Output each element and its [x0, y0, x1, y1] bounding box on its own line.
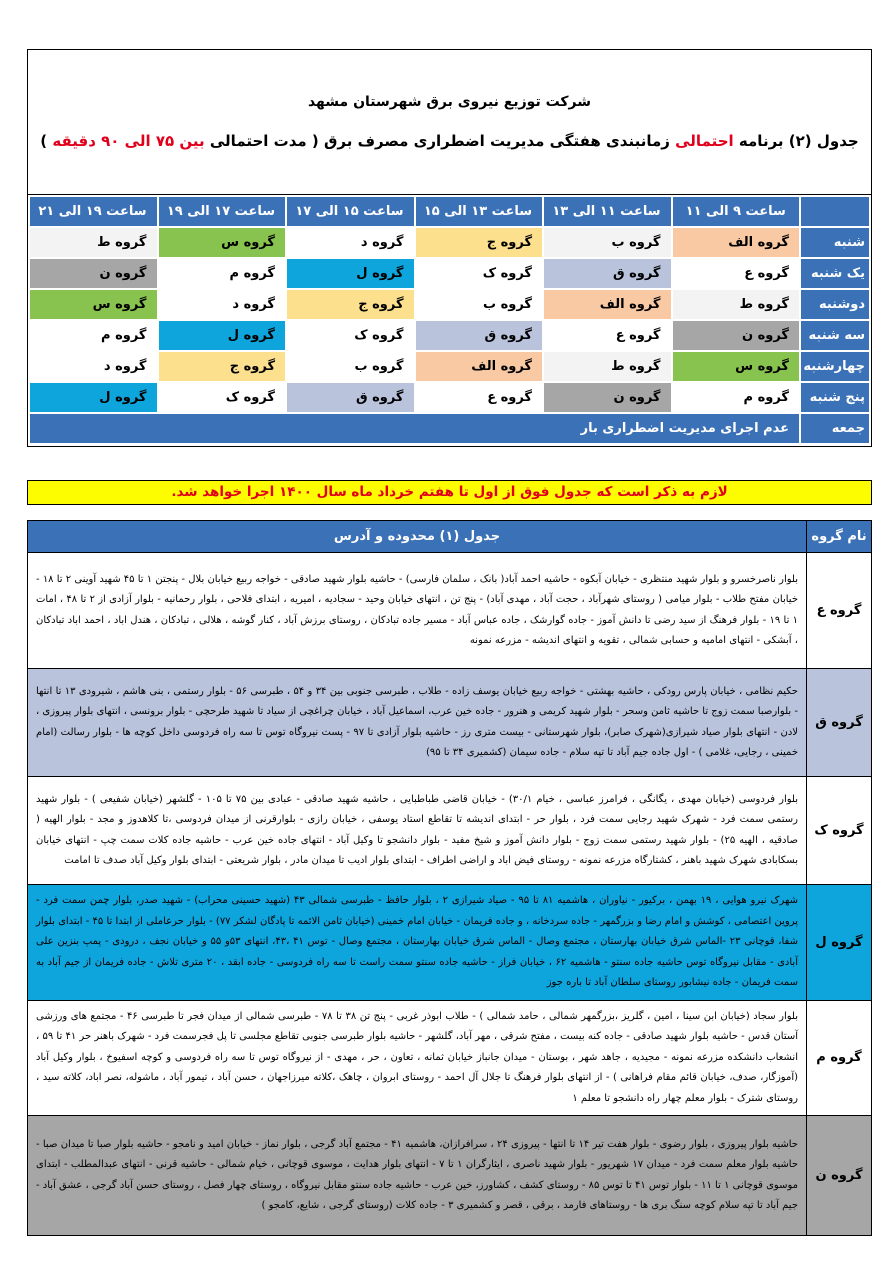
schedule-cell: گروه ک	[158, 382, 287, 413]
schedule-cell: گروه ع	[415, 382, 544, 413]
schedule-row	[29, 227, 870, 258]
friday-row	[29, 413, 870, 444]
time-slot-header: ساعت ۱۵ الی ۱۷	[286, 196, 415, 227]
notice-banner: لازم به ذکر است که جدول فوق از اول تا هفتم خرداد ماه سال ۱۴۰۰ اجرا خواهد شد.	[27, 480, 872, 505]
schedule-cell: گروه ک	[286, 320, 415, 351]
schedule-cell: گروه م	[672, 382, 801, 413]
group-name: گروه ع	[807, 553, 872, 669]
weekly-schedule-table	[27, 195, 872, 447]
title-part-3: )	[40, 132, 53, 150]
day-label: یک شنبه	[800, 258, 870, 289]
schedule-cell: گروه ب	[543, 227, 672, 258]
schedule-cell: گروه ج	[415, 227, 544, 258]
schedule-corner-cell	[800, 196, 870, 227]
day-label: شنبه	[800, 227, 870, 258]
schedule-cell: گروه ط	[29, 227, 158, 258]
schedule-row	[29, 382, 870, 413]
schedule-cell: گروه الف	[672, 227, 801, 258]
group-addresses: بلوار ناصرخسرو و بلوار شهید منتظری - خیابان آبکوه - حاشیه احمد آباد( بانک ، سلمان فارسی) - حاشیه بلوار شهید صادقی - خواجه ربیع خیابان بلال - پنجتن ۱ تا ۴۵ شهید آوینی ۲ تا ۱۸ - خیابان مفتح طلاب - بلوار میامی ( روستای شهرآباد ، حجت آباد ، مهدی آباد) - پنج تن ، انتهای خیابان وحید - سجادیه ، امیریه ، ابتدای فلاحی ، بلوار رحمانیه - بلوار آزادی از ۲ تا ۴۸ ، امات ۱ تا ۱۹ - بلوار فرهنگ از سید رضی تا دانش آموز - جاده گوارشک ، جاده عباس آباد - مسیر جاده تبادکان ، روستای برزش آباد ، کنار گوشه ، هلالی ، تبادکان ، هندل اباد ، احمد اباد تبادکان ، آبشکی - انتهای امامیه و حسابی شمالی ، تقویه و انتهای اندیشه - مزرعه نمونه	[28, 553, 807, 669]
company-name: شرکت توزیع نیروی برق شهرستان مشهد	[307, 94, 592, 110]
group-name: گروه ک	[807, 777, 872, 885]
title-duration: بین ۷۵ الی ۹۰ دقیقه	[52, 132, 205, 150]
group-name: گروه ق	[807, 669, 872, 777]
day-label: پنج شنبه	[800, 382, 870, 413]
schedule-cell: گروه م	[29, 320, 158, 351]
areas-header-row	[28, 521, 872, 553]
areas-title-header: جدول (۱) محدوده و آدرس	[28, 521, 807, 553]
schedule-cell: گروه ط	[543, 351, 672, 382]
time-slot-header: ساعت ۱۱ الی ۱۳	[543, 196, 672, 227]
title-probable: احتمالی	[675, 132, 734, 150]
time-slot-header: ساعت ۱۳ الی ۱۵	[415, 196, 544, 227]
schedule-cell: گروه ل	[158, 320, 287, 351]
day-label: سه شنبه	[800, 320, 870, 351]
group-name-header: نام گروه	[807, 521, 872, 553]
day-label: دوشنبه	[800, 289, 870, 320]
areas-table	[27, 520, 872, 1236]
schedule-cell: گروه د	[29, 351, 158, 382]
group-addresses: حکیم نظامی ، خیابان پارس رودکی ، حاشیه بهشتی - خواجه ربیع خیابان یوسف زاده - طلاب ، طبرسی جنوبی بین ۳۴ و ۵۴ ، طبرسی ۵۶ - بلوار رستمی ، بنی هاشم ، شیرودی ۱۳ تا انتها - بلوارصبا سمت زوج تا حاشیه ثامن وسحر - بلوار شهید کریمی و هنرور - جاده خین عرب، اسماعیل آباد ، خیابان چراغچی از سیاد تا شهید طرحچی - بلوار برونسی ، انتهای بلوار پیروزی ، لادن - انتهای بلوار صیاد شیرازی(شهرک صابر)، بلوار شهرستانی - بیست متری رز - حاشیه بلوار آزادی تا ۹۷ - پست نیروگاه توس تا سه راه فردوسی داخل کوچه ها - بلوار رسالت (امام خمینی ، رجایی، غلامی ) - اول جاده جیم آباد تا تپه سلام - جاده سیمان (کشمیری ۳۴ تا ۹۵)	[28, 669, 807, 777]
group-addresses: بلوار فردوسی (خیابان مهدی ، یگانگی ، فرامرز عباسی ، خیام ۳۰/۱) - خیابان قاضی طباطبایی ، حاشیه شهید صادقی - عبادی بین ۷۵ تا ۱۰۵ - گلشهر (خیابان شفیعی ) - بلوار شهید رستمی سمت فرد - شهرک شهید رجایی سمت فرد ، بلوار حر - ابتدای اندیشه تا تقاطع استاد یوسفی ، خیابان رازی - بلوارقرنی از میدان فردوسی ،تا کلاهدوز و مجد - بلوار الهیه ( صادقیه ، الهیه ۲۵) - بلوار شهید رستمی سمت زوج - بلوار دانش آموز و شیخ مفید - بلوار دانشجو تا وکیل آباد - انتهای جاده خین عرب - حاشیه جاده کلات سمت چپ - انتهای خیابان بسکابادی شهرک شهید باهنر ، کشتارگاه مزرعه نمونه - روستای فیض اباد و اراضی اطراف - ابتدای بلوار ادیب تا میدان مادر ، بلوار شریعتی - ابتدای بلوار وکیل آباد صدف تا امامت	[28, 777, 807, 885]
schedule-cell: گروه س	[672, 351, 801, 382]
time-slot-header: ساعت ۱۷ الی ۱۹	[158, 196, 287, 227]
schedule-row	[29, 289, 870, 320]
schedule-row	[29, 320, 870, 351]
schedule-cell: گروه ب	[286, 351, 415, 382]
group-addresses: شهرک نیرو هوایی ، ۱۹ بهمن ، برکیور - نیاوران ، هاشمیه ۸۱ تا ۹۵ - صیاد شیرازی ۲ ، بلوار حافظ - طبرسی شمالی ۴۳ (شهید حسینی محراب) - شهید صدر، بلوار چمن سمت فرد - پروین اعتصامی ، کوشش و امام رضا و بزرگمهر - جاده سردخانه ، و جاده فریمان - خیابان امام خمینی (خیابان ثامن الائمه تا پادگان لشکر ۷۷) - بلوار حرعاملی از ابتدا تا ۴۵ - ابتدای بلوار شفا، قوچانی ۲۳ -الماس شرق خیابان بهارستان ، مجتمع وصال - الماس شرق خیابان بهارستان ، مجتمع وصال - توس ۴۱ ،۴۳، انتهای ۵۳و ۵۵ و خیابان نجف ، درودی - پمپ بنزین علی آبادی - مقابل نیروگاه توس حاشیه جاده سنتو - هاشمیه ۶۲ ، خیابان فراز - حاشیه جاده سنتو سمت راست تا سه راه فردوسی - جاده ابقد ، ۲۰ متری تلاش - جاده فریمان از جیم آباد به سمت فریمان - جاده نیشابور روستای سلطان آباد تا باره جوز	[28, 885, 807, 1001]
schedule-cell: گروه ن	[672, 320, 801, 351]
group-row	[28, 1000, 872, 1116]
group-name: گروه ن	[807, 1116, 872, 1236]
time-slot-header: ساعت ۱۹ الی ۲۱	[29, 196, 158, 227]
schedule-cell: گروه س	[158, 227, 287, 258]
schedule-cell: گروه ق	[543, 258, 672, 289]
document-header	[27, 49, 872, 195]
schedule-cell: گروه د	[158, 289, 287, 320]
schedule-cell: گروه ط	[672, 289, 801, 320]
schedule-cell: گروه ع	[672, 258, 801, 289]
schedule-cell: گروه ق	[415, 320, 544, 351]
schedule-cell: گروه م	[158, 258, 287, 289]
schedule-cell: گروه ل	[286, 258, 415, 289]
schedule-cell: گروه الف	[543, 289, 672, 320]
schedule-cell: گروه ج	[286, 289, 415, 320]
schedule-cell: گروه س	[29, 289, 158, 320]
friday-note: عدم اجرای مدیریت اضطراری بار	[29, 413, 800, 444]
group-row	[28, 669, 872, 777]
day-label: جمعه	[800, 413, 870, 444]
schedule-cell: گروه ق	[286, 382, 415, 413]
group-name: گروه م	[807, 1000, 872, 1116]
schedule-cell: گروه ج	[158, 351, 287, 382]
schedule-cell: گروه ک	[415, 258, 544, 289]
schedule-cell: گروه ن	[543, 382, 672, 413]
time-slot-header: ساعت ۹ الی ۱۱	[672, 196, 801, 227]
title-part-2: زمانبندی هفتگی مدیریت اضطراری مصرف برق ( مدت احتمالی	[204, 132, 676, 150]
schedule-row	[29, 258, 870, 289]
group-row	[28, 885, 872, 1001]
schedule-cell: گروه د	[286, 227, 415, 258]
table-title	[28, 132, 871, 150]
title-part-1: جدول (۲) برنامه	[733, 132, 859, 150]
day-label: چهارشنبه	[800, 351, 870, 382]
schedule-row	[29, 351, 870, 382]
schedule-cell: گروه ن	[29, 258, 158, 289]
group-addresses: بلوار سجاد (خیابان ابن سینا ، امین ، گلریز ،بزرگمهر شمالی ، حامد شمالی ) - طلاب ابوذر غربی - پنج تن ۳۸ تا ۷۸ - طبرسی شمالی از میدان فجر تا طبرسی ۴۶ - مجتمع های ورزشی آستان قدس - حاشیه بلوار شهید صادقی - جاده کنه بیست ، مفتح شرقی ، مهر آباد، گلشهر - حاشیه بلوار طبرسی جنوبی تقاطع مجلسی تا پل فجرسمت فرد - شهرک باهنر حر ۴۱ تا ۵۹ ، انشعاب دانشکده مزرعه نمونه - مجیدیه ، جاهد شهر ، بوستان - میدان جانباز خیابان ثمانه ، تعاون ، حر ، مهدی - از نیروگاه توس تا سه راه فردوسی و کوچه اسفیوخ ، بلوار وکیل آباد (آموزگار، صدف، خیابان قائم مقام فراهانی ) - از انتهای بلوار فرهنگ تا جلال آل احمد - روستای ابروان ، چاهک ،کلاته میرزاجهان ، حسن آباد ، تیمور آباد ، ماشوله، نصر اباد، کلاته سید ، روستای شترک - بلوار معلم چهار راه دانشجو تا معلم ۱	[28, 1000, 807, 1116]
group-name: گروه ل	[807, 885, 872, 1001]
schedule-cell: گروه ع	[543, 320, 672, 351]
group-row	[28, 777, 872, 885]
schedule-cell: گروه الف	[415, 351, 544, 382]
schedule-header-row	[29, 196, 870, 227]
group-row	[28, 1116, 872, 1236]
schedule-cell: گروه ل	[29, 382, 158, 413]
group-row	[28, 553, 872, 669]
group-addresses: حاشیه بلوار پیروزی ، بلوار رضوی - بلوار هفت تیر ۱۴ تا انتها - پیروزی ۲۴ ، سرافرازان، هاشمیه ۴۱ - مجتمع آباد گرجی ، بلوار نماز - خیابان امید و نامجو - حاشیه بلوار صبا تا میدان صبا - حاشیه بلوار معلم سمت فرد - میدان ۱۷ شهریور - بلوار شهید ناصری ، ایثارگران ۱ تا ۷ - انتهای بلوار هدایت ، موسوی قوچانی ، خیام شمالی - حاشیه قرنی - انتهای عبدالمطلب - ابتدای موسوی قوچانی ۱ تا ۱۱ - بلوار توس ۴۱ تا توس ۸۵ - روستای کشف ، کشاورز، خین عرب - حاشیه جاده سنتو مقابل نیروگاه ، روستای چهار فصل ، روستای حسن آباد گرجی ، عشق آباد - جیم آباد تا تپه سلام کوچه سنگ بری ها - روستاهای فارمد ، برقی ، قصر و کشمیری ۳ - جاده کلات (روستای گرجی ، شایع، کامجو )	[28, 1116, 807, 1236]
schedule-cell: گروه ب	[415, 289, 544, 320]
